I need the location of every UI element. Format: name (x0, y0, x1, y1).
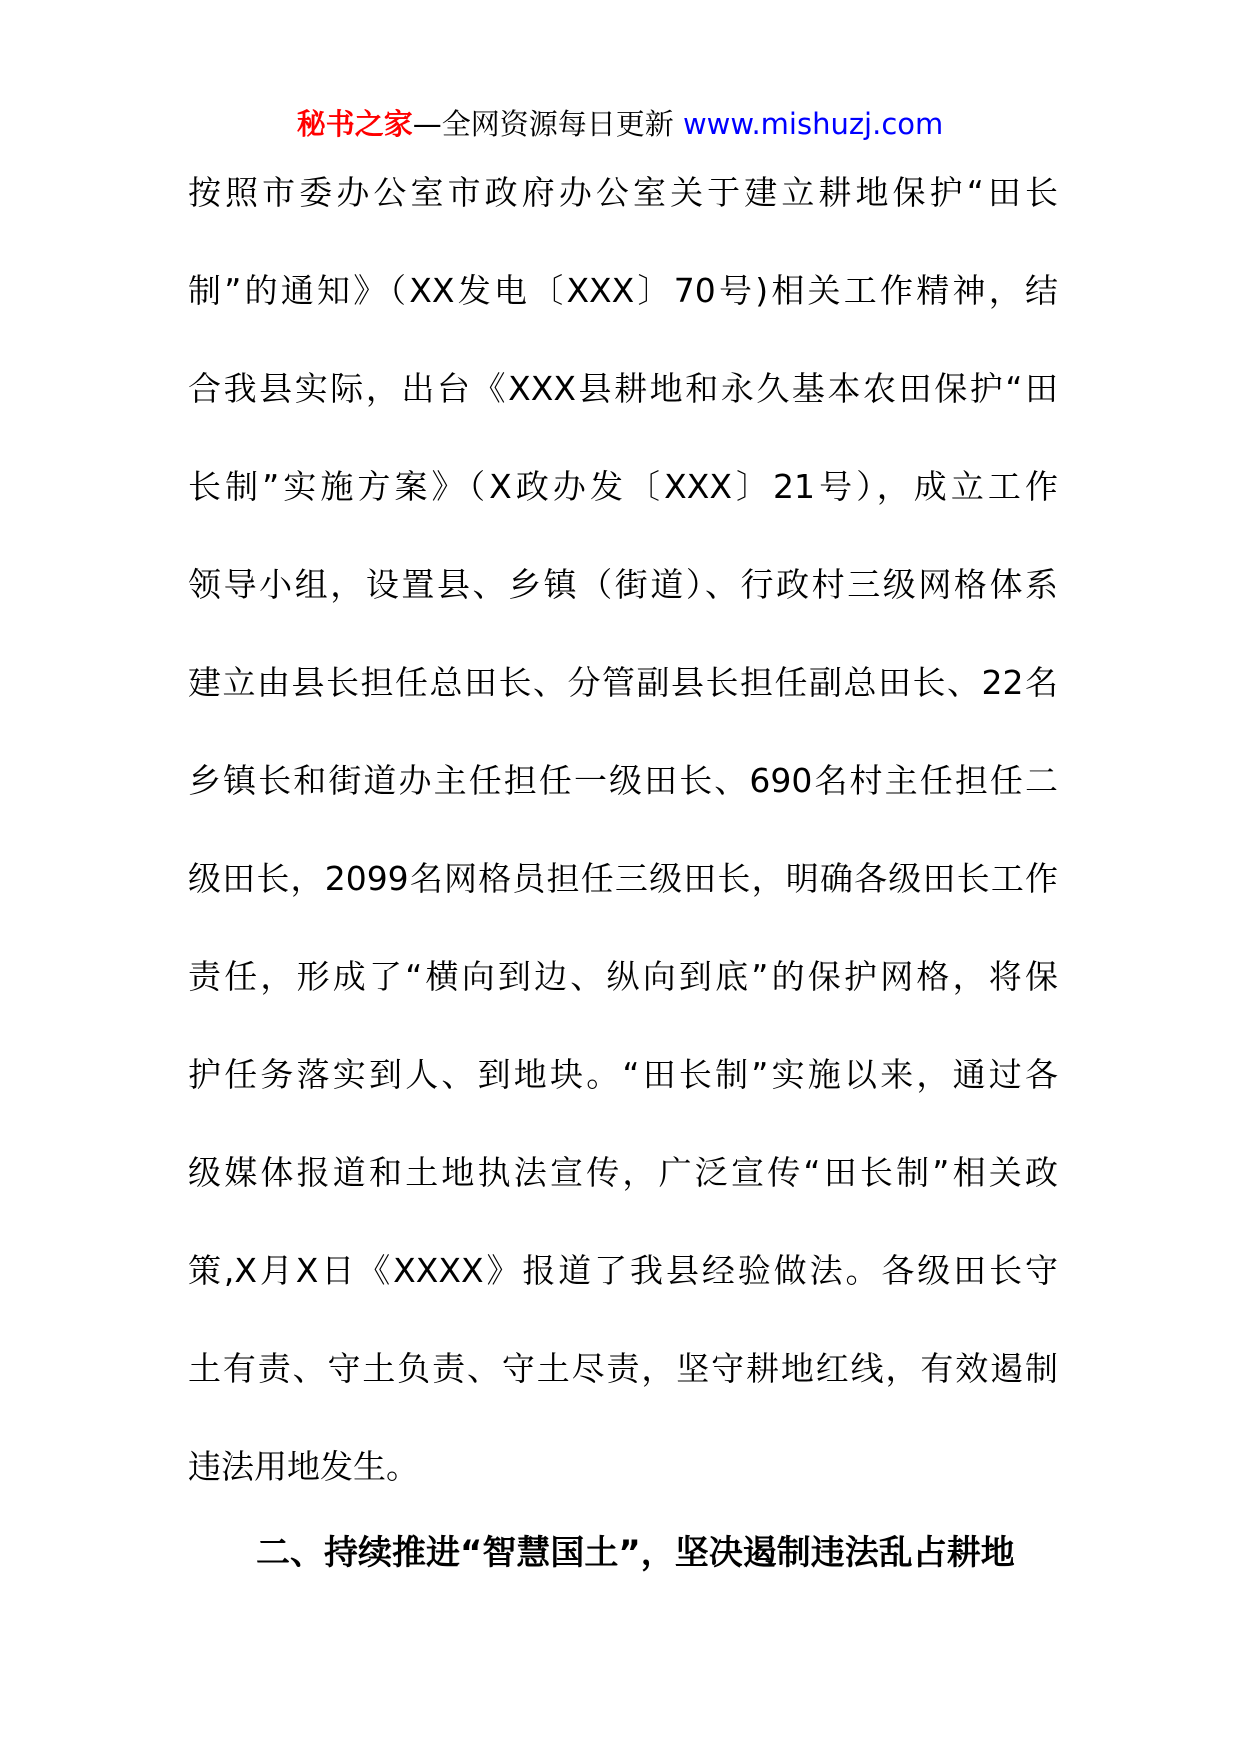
body-line: 级媒体报道和土地执法宣传，广泛宣传“田长制”相关政 (188, 1153, 1058, 1192)
section-heading: 二、持续推进“智慧国土”，坚决遏制违法乱占耕地 (256, 1533, 1015, 1573)
body-line: 领导小组，设置县、乡镇（街道）、行政村三级网格体系 (188, 565, 1058, 604)
page-header (0, 104, 1240, 144)
body-line: 护任务落实到人、到地块。“田长制”实施以来，通过各 (188, 1055, 1058, 1094)
body-line: 违法用地发生。 (188, 1447, 419, 1486)
body-paragraph (188, 168, 1058, 1540)
body-line: 责任，形成了“横向到边、纵向到底”的保护网格，将保 (188, 957, 1058, 996)
body-line: 制”的通知》（XX发电〔XXX〕70号)相关工作精神，结 (188, 271, 1058, 310)
body-line: 按照市委办公室市政府办公室关于建立耕地保护“田长 (188, 173, 1058, 212)
site-slogan: —全网资源每日更新 (412, 107, 674, 141)
site-url-link[interactable]: www.mishuzj.com (682, 107, 944, 141)
site-brand: 秘书之家 (296, 107, 413, 141)
body-line: 长制”实施方案》（X政办发〔XXX〕21号），成立工作 (188, 467, 1058, 506)
body-line: 级田长，2099名网格员担任三级田长，明确各级田长工作 (188, 859, 1058, 898)
body-line: 策,X月X日《XXXX》报道了我县经验做法。各级田长守 (188, 1251, 1058, 1290)
body-line: 建立由县长担任总田长、分管副县长担任副总田长、22名 (188, 663, 1058, 702)
body-line: 乡镇长和街道办主任担任一级田长、690名村主任担任二 (188, 761, 1058, 800)
body-line: 合我县实际，出台《XXX县耕地和永久基本农田保护“田 (188, 369, 1058, 408)
body-line: 土有责、守土负责、守土尽责，坚守耕地红线，有效遏制 (188, 1349, 1058, 1388)
